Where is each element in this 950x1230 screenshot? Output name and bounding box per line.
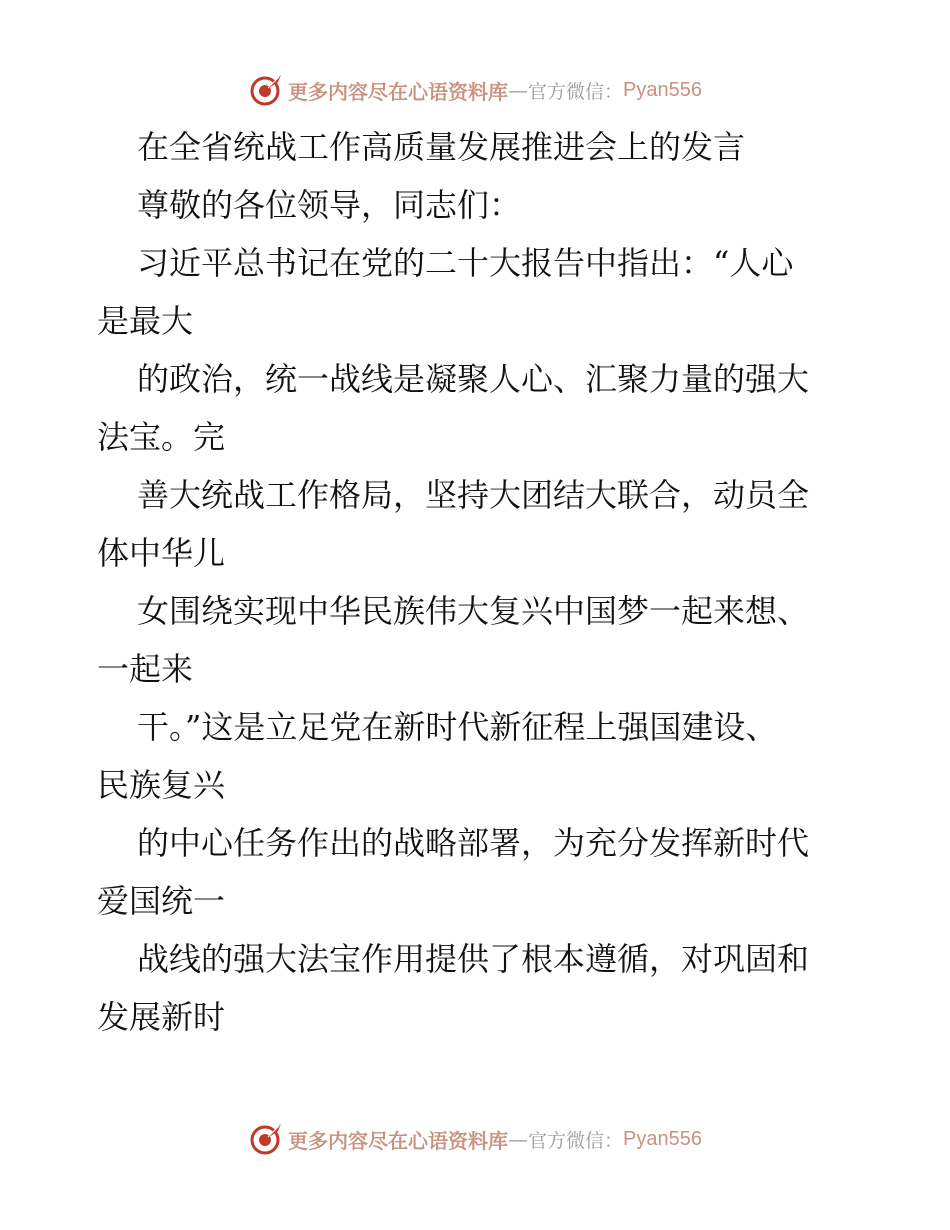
text-line: 干。”这是立足党在新时代新征程上强国建设、 — [137, 708, 778, 746]
text-line: 的中心任务作出的战略部署，为充分发挥新时代 — [137, 824, 810, 862]
text-line: 体中华儿 — [97, 534, 226, 572]
banner-wechat-label: 官方微信： — [528, 1129, 624, 1152]
document-title: 在全省统战工作高质量发展推进会上的发言 — [137, 128, 746, 166]
text-line: 尊敬的各位领导，同志们： — [137, 186, 522, 224]
text-line: 女围绕实现中华民族伟大复兴中国梦一起来想、 — [137, 592, 810, 630]
text-line: 发展新时 — [97, 998, 226, 1036]
text-line: 是最大 — [97, 302, 194, 340]
text-line: 战线的强大法宝作用提供了根本遵循，对巩固和 — [137, 940, 810, 978]
banner-brand-text: 更多内容尽在心语资料库 — [288, 79, 508, 104]
header-banner — [0, 70, 950, 110]
banner-wechat-id: Pyan556 — [623, 1127, 702, 1150]
text-line: 一起来 — [97, 650, 194, 688]
footer-banner — [0, 1119, 950, 1159]
banner-separator: — — [508, 1127, 528, 1151]
banner-separator: — — [508, 78, 528, 102]
text-line: 爱国统一 — [97, 882, 226, 920]
banner-wechat-id: Pyan556 — [623, 78, 702, 101]
text-line: 习近平总书记在党的二十大报告中指出：“人心 — [137, 244, 794, 282]
text-line: 民族复兴 — [97, 766, 226, 804]
quill-logo-icon — [248, 72, 284, 108]
banner-wechat-label: 官方微信： — [528, 80, 624, 103]
quill-logo-icon — [248, 1121, 284, 1157]
document-body — [97, 118, 857, 1046]
text-line: 法宝。完 — [97, 418, 226, 456]
text-line: 的政治，统一战线是凝聚人心、汇聚力量的强大 — [137, 360, 810, 398]
banner-brand-text: 更多内容尽在心语资料库 — [288, 1128, 508, 1153]
text-line: 善大统战工作格局，坚持大团结大联合，动员全 — [137, 476, 810, 514]
